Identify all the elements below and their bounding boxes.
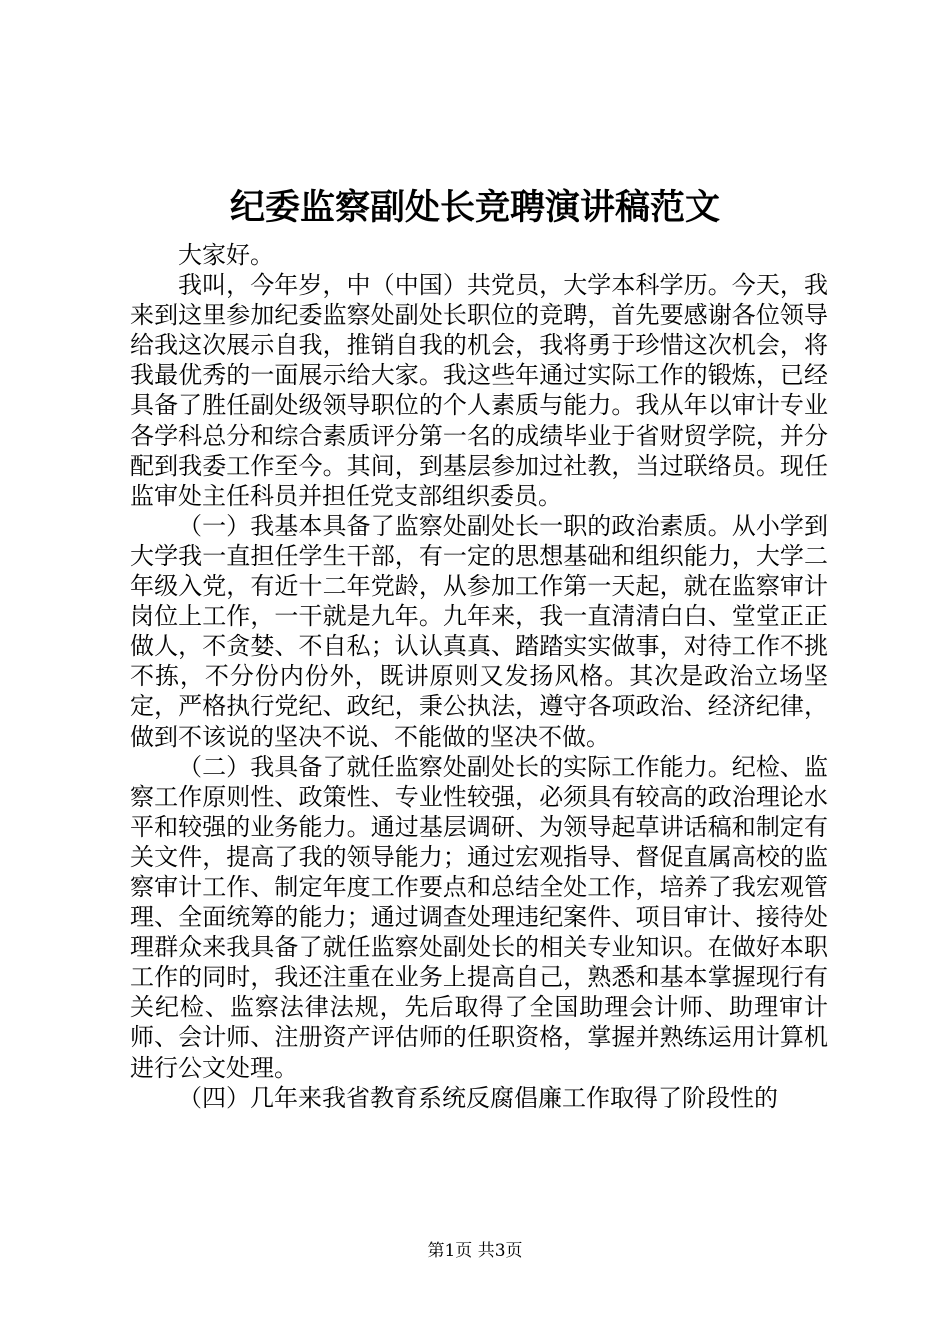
page-number-footer: 第1页 共3页	[427, 1241, 523, 1261]
paragraph-anti-corruption: （四）几年来我省教育系统反腐倡廉工作取得了阶段性的	[178, 1083, 778, 1112]
paragraph-work-ability: （二）我具备了就任监察处副处长的实际工作能力。纪检、监察工作原则性、政策性、专业性较强，必须具有较高的政治理论水平和较强的业务能力。通过基层调研、为领导起草讲话稿和制定有关文件，提高了我的领导能力；通过宏观指导、督促直属高校的监察审计工作、制定年度工作要点和总结全处工作，培养了我宏观管理、全面统筹的能力；通过调查处理违纪案件、项目审计、接待处理群众来我具备了就任监察处副处长的相关专业知识。在做好本职工作的同时，我还注重在业务上提高自己，熟悉和基本掌握现行有关纪检、监察法律法规，先后取得了全国助理会计师、助理审计师、会计师、注册资产评估师的任职资格，掌握并熟练运用计算机进行公文处理。	[130, 752, 828, 1082]
document-body	[130, 240, 828, 1113]
paragraph-political-quality: （一）我基本具备了监察处副处长一职的政治素质。从小学到大学我一直担任学生干部，有一定的思想基础和组织能力，大学二年级入党，有近十二年党龄，从参加工作第一天起，就在监察审计岗位上工作，一干就是九年。九年来，我一直清清白白、堂堂正正做人，不贪婪、不自私；认认真真、踏踏实实做事，对待工作不挑不拣，不分份内份外，既讲原则又发扬风格。其次是政治立场坚定，严格执行党纪、政纪，秉公执法，遵守各项政治、经济纪律，做到不该说的坚决不说、不能做的坚决不做。	[130, 511, 828, 751]
paragraph-greeting: 大家好。	[178, 241, 274, 269]
paragraph-introduction: 我叫，今年岁，中（中国）共党员，大学本科学历。今天，我来到这里参加纪委监察处副处长职位的竞聘，首先要感谢各位领导给我这次展示自我，推销自我的机会，我将勇于珍惜这次机会，将我最优秀的一面展示给大家。我这些年通过实际工作的锻炼，已经具备了胜任副处级领导职位的个人素质与能力。我从年以审计专业各学科总分和综合素质评分第一名的成绩毕业于省财贸学院，并分配到我委工作至今。其间，到基层参加过社教，当过联络员。现任监审处主任科员并担任党支部组织委员。	[130, 271, 828, 510]
document-title: 纪委监察副处长竞聘演讲稿范文	[229, 187, 720, 228]
